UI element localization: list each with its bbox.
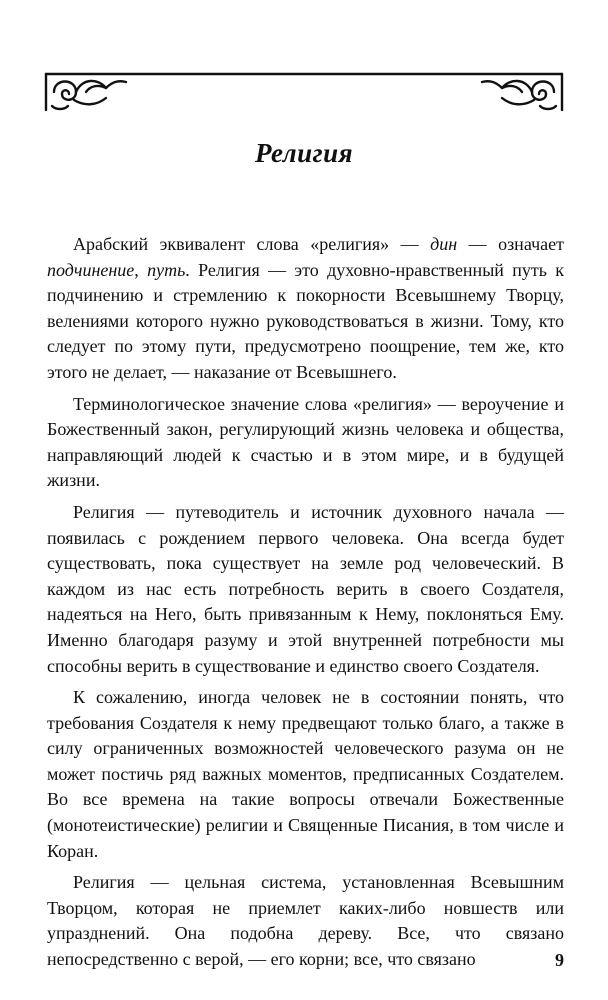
text-run: — означает bbox=[457, 234, 564, 254]
header-ornament bbox=[44, 60, 564, 120]
paragraph bbox=[47, 870, 564, 972]
paragraph bbox=[47, 232, 564, 386]
body-text bbox=[47, 232, 564, 979]
text-run: Религия — путеводитель и источник духовного начала — появилась с рождением первого человека. Она всегда будет существовать, пока существует на земле род человеческий. В каждом из нас есть потребность верить в своего Создателя, надеяться на Него, быть привязанным к Нему, поклоняться Ему. Именно благодаря разуму и этой внутренней потребности мы способны верить в существование и единство своего Создателя. bbox=[47, 501, 564, 676]
text-run: . Религия — это духовно-нравственный путь к подчинению и стремлению к покорности Всевышнему Творцу, велениями которого нужно руководствоваться в жизни. Тому, кто следует по этому пути, предусмотрено поощрение, тем же, кто этого не делает, — наказание от Всевышнего. bbox=[47, 259, 564, 382]
text-run: Терминологическое значение слова «религия» — вероучение и Божественный закон, регулирующий жизнь человека и общества, направляющий людей к счастью и в этом мире, и в будущей жизни. bbox=[47, 393, 564, 491]
page-number: 9 bbox=[555, 950, 564, 970]
left-flourish-icon bbox=[46, 74, 126, 110]
right-flourish-icon bbox=[482, 74, 562, 110]
text-run: Религия — цельная система, установленная Всевышним Творцом, которая не приемлет каких-либо новшеств или упразднений. Она подобна дереву. Все, что связано непосредственно с верой, — его корни; все, что связано bbox=[47, 872, 564, 970]
text-run: К сожалению, иногда человек не в состоянии понять, что требования Создателя к нему предвещают только благо, а также в силу ограниченных возможностей человеческого разума он не может постичь ряд важных моментов, предписанных Создателем. Во все времена на такие вопросы отвечали Божественные (монотеистические) религии и Священные Писания, в том числе и Коран. bbox=[47, 687, 564, 861]
chapter-title: Религия bbox=[254, 138, 354, 168]
paragraph bbox=[47, 392, 564, 494]
italic-term: подчинение, путь bbox=[47, 259, 186, 280]
paragraph bbox=[47, 685, 564, 864]
text-run: Арабский эквивалент слова «религия» — bbox=[73, 234, 431, 254]
italic-term: дин bbox=[430, 234, 458, 254]
paragraph bbox=[47, 500, 564, 679]
